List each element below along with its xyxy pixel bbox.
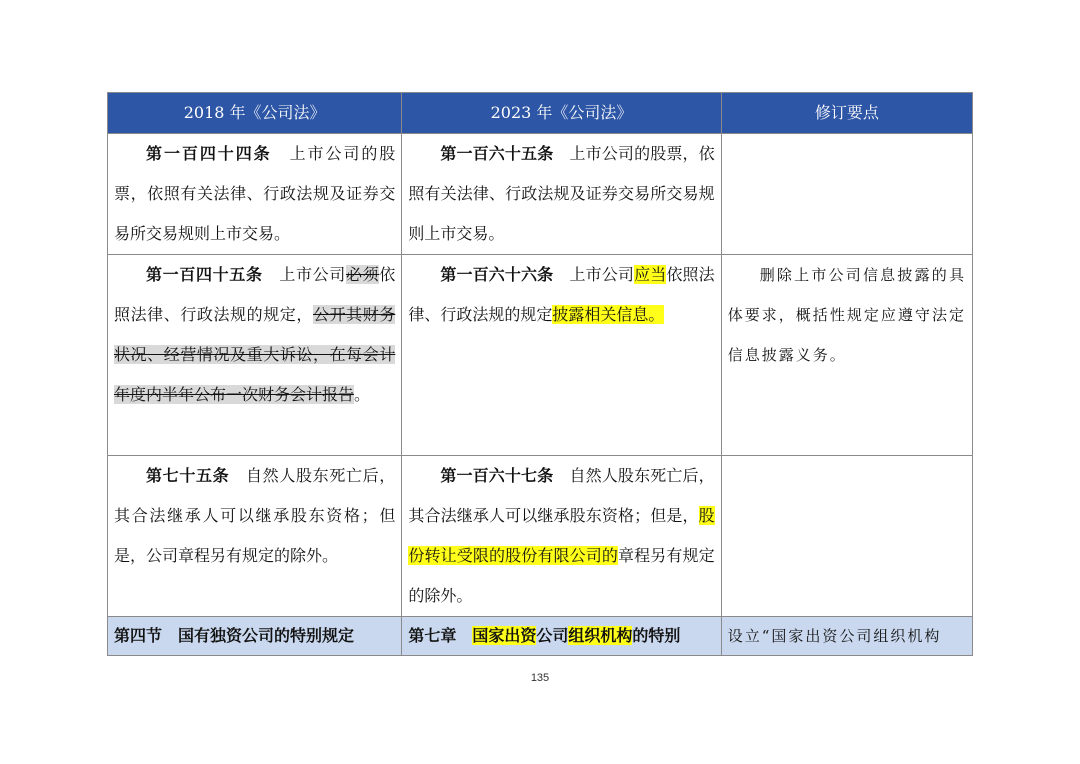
revision-note-cell (721, 617, 972, 656)
revision-note: 设立“国家出资公司组织机构 (727, 627, 942, 645)
article-text: 上市公司 (569, 265, 635, 284)
article-title: 第七十五条 (146, 466, 230, 485)
highlighted-text: 披露相关信息。 (552, 305, 665, 324)
new-article-cell (402, 255, 721, 456)
table-row (108, 255, 973, 456)
header-2023: 2023 年《公司法》 (402, 93, 721, 134)
revision-note-cell (721, 255, 972, 456)
article-title: 第一百六十五条 (440, 144, 554, 163)
article-text: 自然人股东死亡后，其合法继承人可以继承股东资格；但是， (408, 466, 715, 525)
revision-note-cell (721, 134, 972, 255)
deleted-text: 必须 (345, 265, 380, 284)
highlighted-text: 国家出资 (472, 626, 537, 645)
header-notes: 修订要点 (721, 93, 972, 134)
section-title: 国有独资公司的特别规定 (178, 626, 355, 645)
section-title: 公司 (536, 626, 569, 645)
new-section-cell (402, 617, 721, 656)
article-text: 章程另有规定的除外。 (408, 546, 715, 605)
highlighted-text: 组织机构 (568, 626, 633, 645)
section-title: 的特别 (632, 626, 681, 645)
article-text: 上市公司 (279, 265, 346, 284)
old-article-cell (108, 134, 402, 255)
old-article-cell (108, 255, 402, 456)
revision-note-cell (721, 456, 972, 617)
article-title: 第一百四十五条 (146, 265, 263, 284)
article-text: 上市公司的股票，依照有关法律、行政法规及证券交易所交易规则上市交易。 (408, 144, 715, 243)
old-section-cell (108, 617, 402, 656)
section-label: 第四节 (114, 626, 163, 645)
old-article-cell (108, 456, 402, 617)
article-title: 第一百四十四条 (146, 144, 272, 163)
section-label: 第七章 (408, 626, 457, 645)
article-title: 第一百六十六条 (440, 265, 554, 284)
article-title: 第一百六十七条 (440, 466, 554, 485)
page-number: 135 (530, 672, 550, 684)
highlighted-text: 应当 (634, 265, 667, 284)
article-text: 依照法律、行政法规的规定， (114, 265, 396, 324)
comparison-table (107, 92, 973, 656)
table-row (108, 456, 973, 617)
highlighted-text: 股份转让受限的股份有限公司的 (408, 506, 715, 565)
article-text: 上市公司的股票，依照有关法律、行政法规及证券交易所交易规则上市交易。 (114, 144, 396, 243)
new-article-cell (402, 134, 721, 255)
article-text: 自然人股东死亡后，其合法继承人可以继承股东资格；但是，公司章程另有规定的除外。 (114, 466, 396, 565)
article-text: 依照法律、行政法规的规定 (408, 265, 715, 324)
deleted-text: 公开其财务状况、经营情况及重大诉讼，在每会计年度内半年公布一次财务会计报告 (114, 305, 396, 404)
section-heading-row (108, 617, 973, 656)
article-text: 。 (354, 385, 371, 404)
header-2018: 2018 年《公司法》 (108, 93, 402, 134)
new-article-cell (402, 456, 721, 617)
table-row (108, 134, 973, 255)
table-header-row (108, 93, 973, 134)
revision-note: 删除上市公司信息披露的具体要求，概括性规定应遵守法定信息披露义务。 (727, 266, 966, 364)
